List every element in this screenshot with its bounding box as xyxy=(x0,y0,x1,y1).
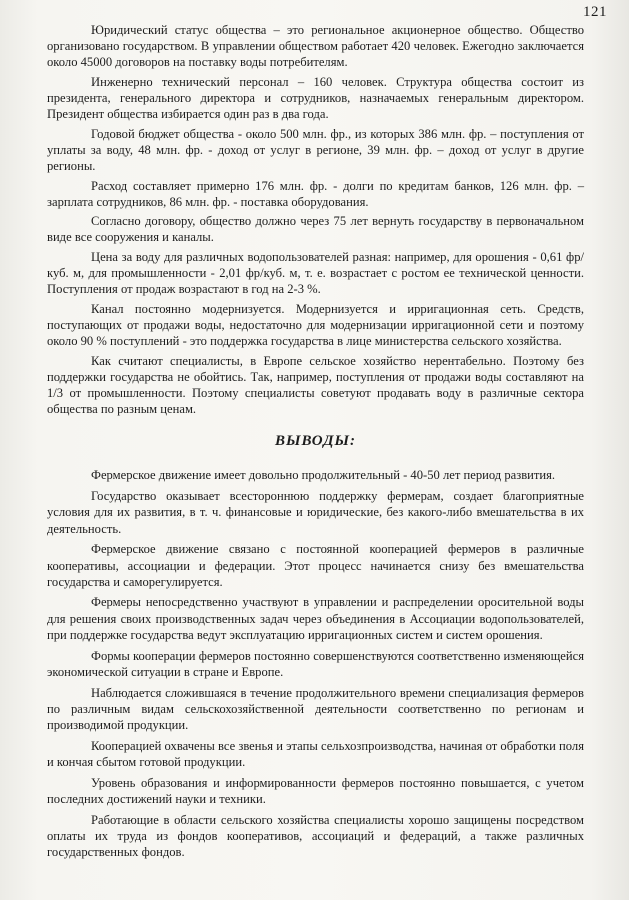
conclusion-paragraph: Фермерское движение связано с постоянной кооперацией фермеров в различные кооперативы, ассоциации и федерации. Этот процесс начинается снизу без вмешательства государства и саморегулируется. xyxy=(47,542,584,589)
paragraph: Цена за воду для различных водопользователей разная: например, для орошения - 0,61 фр/куб. м, для промышленности - 2,01 фр/куб. м, т. е. возрастает с ростом ее технической ценности. Поступления от продаж возрастают в год на 2-3 %. xyxy=(47,249,584,297)
page-body xyxy=(47,22,584,865)
conclusion-paragraph: Работающие в области сельского хозяйства специалисты хорошо защищены посредством оплаты их труда из фондов кооперативов, ассоциаций и федераций, а также различных государственных фондов. xyxy=(47,812,584,860)
paragraph: Юридический статус общества – это региональное акционерное общество. Общество организовано государством. В управлении обществом работает 420 человек. Ежегодно заключается около 45000 договоров на поставку воды потребителям. xyxy=(47,23,584,70)
page-number: 121 xyxy=(583,4,607,20)
paragraph: Инженерно технический персонал – 160 человек. Структура общества состоит из президента, генерального директора и сотрудников, назначаемых генеральным директором. Президент общества избирается один раз в два года. xyxy=(47,74,584,122)
conclusion-paragraph: Фермеры непосредственно участвуют в управлении и распределении оросительной воды для решения своих производственных задач через объединения в Ассоциации водопользователей, при поддержке государства ведут эксплуатацию ирригационных систем и систем орошения. xyxy=(47,595,584,643)
conclusion-paragraph: Кооперацией охвачены все звенья и этапы сельхозпроизводства, начиная от обработки поля и кончая сбытом готовой продукции. xyxy=(47,738,584,770)
conclusion-paragraph: Уровень образования и информированности фермеров постоянно повышается, с учетом последних достижений науки и техники. xyxy=(47,775,584,806)
conclusions-heading: ВЫВОДЫ: xyxy=(274,433,357,450)
conclusion-paragraph: Формы кооперации фермеров постоянно совершенствуются соответственно изменяющейся экономической ситуации в стране и Европе. xyxy=(47,648,584,680)
conclusion-paragraph: Наблюдается сложившаяся в течение продолжительного времени специализация фермеров по различным видам сельскохозяйственной деятельности соответственно по регионам и производимой продукции. xyxy=(47,685,584,733)
conclusion-paragraph: Государство оказывает всестороннюю поддержку фермерам, создает благоприятные условия для их развития, в т. ч. финансовые и юридические, без какого-либо вмешательства в их деятельность. xyxy=(47,489,584,536)
paragraph: Согласно договору, общество должно через 75 лет вернуть государству в первоначальном виде все сооружения и каналы. xyxy=(47,214,584,245)
paragraph: Канал постоянно модернизуется. Модернизуется и ирригационная сеть. Средств, поступающих от продажи воды, недостаточно для модернизации ирригационной сети и поэтому около 90 % поступлений - это поддержка государства в лице министерства сельского хозяйства. xyxy=(47,301,584,349)
report-section xyxy=(47,22,584,417)
paragraph: Расход составляет примерно 176 млн. фр. - долги по кредитам банков, 126 млн. фр. – зарплата сотрудников, 86 млн. фр. - поставка оборудования. xyxy=(47,178,584,209)
conclusion-paragraph: Фермерское движение имеет довольно продолжительный - 40-50 лет период развития. xyxy=(91,468,556,483)
paragraph: Как считают специалисты, в Европе сельское хозяйство нерентабельно. Поэтому без поддержки государства не обойтись. Так, например, поступления от продажи воды составляют на 1/3 от промышленности. Поэтому специалисты советуют продавать воду в различные сектора общества по разным ценам. xyxy=(47,353,584,417)
conclusions-section xyxy=(47,467,584,860)
paragraph: Годовой бюджет общества - около 500 млн. фр., из которых 386 млн. фр. – поступления от уплаты за воду, 48 млн. фр. - доход от услуг в регионе, 39 млн. фр. – доход от услуг в другие регионы. xyxy=(47,126,584,174)
